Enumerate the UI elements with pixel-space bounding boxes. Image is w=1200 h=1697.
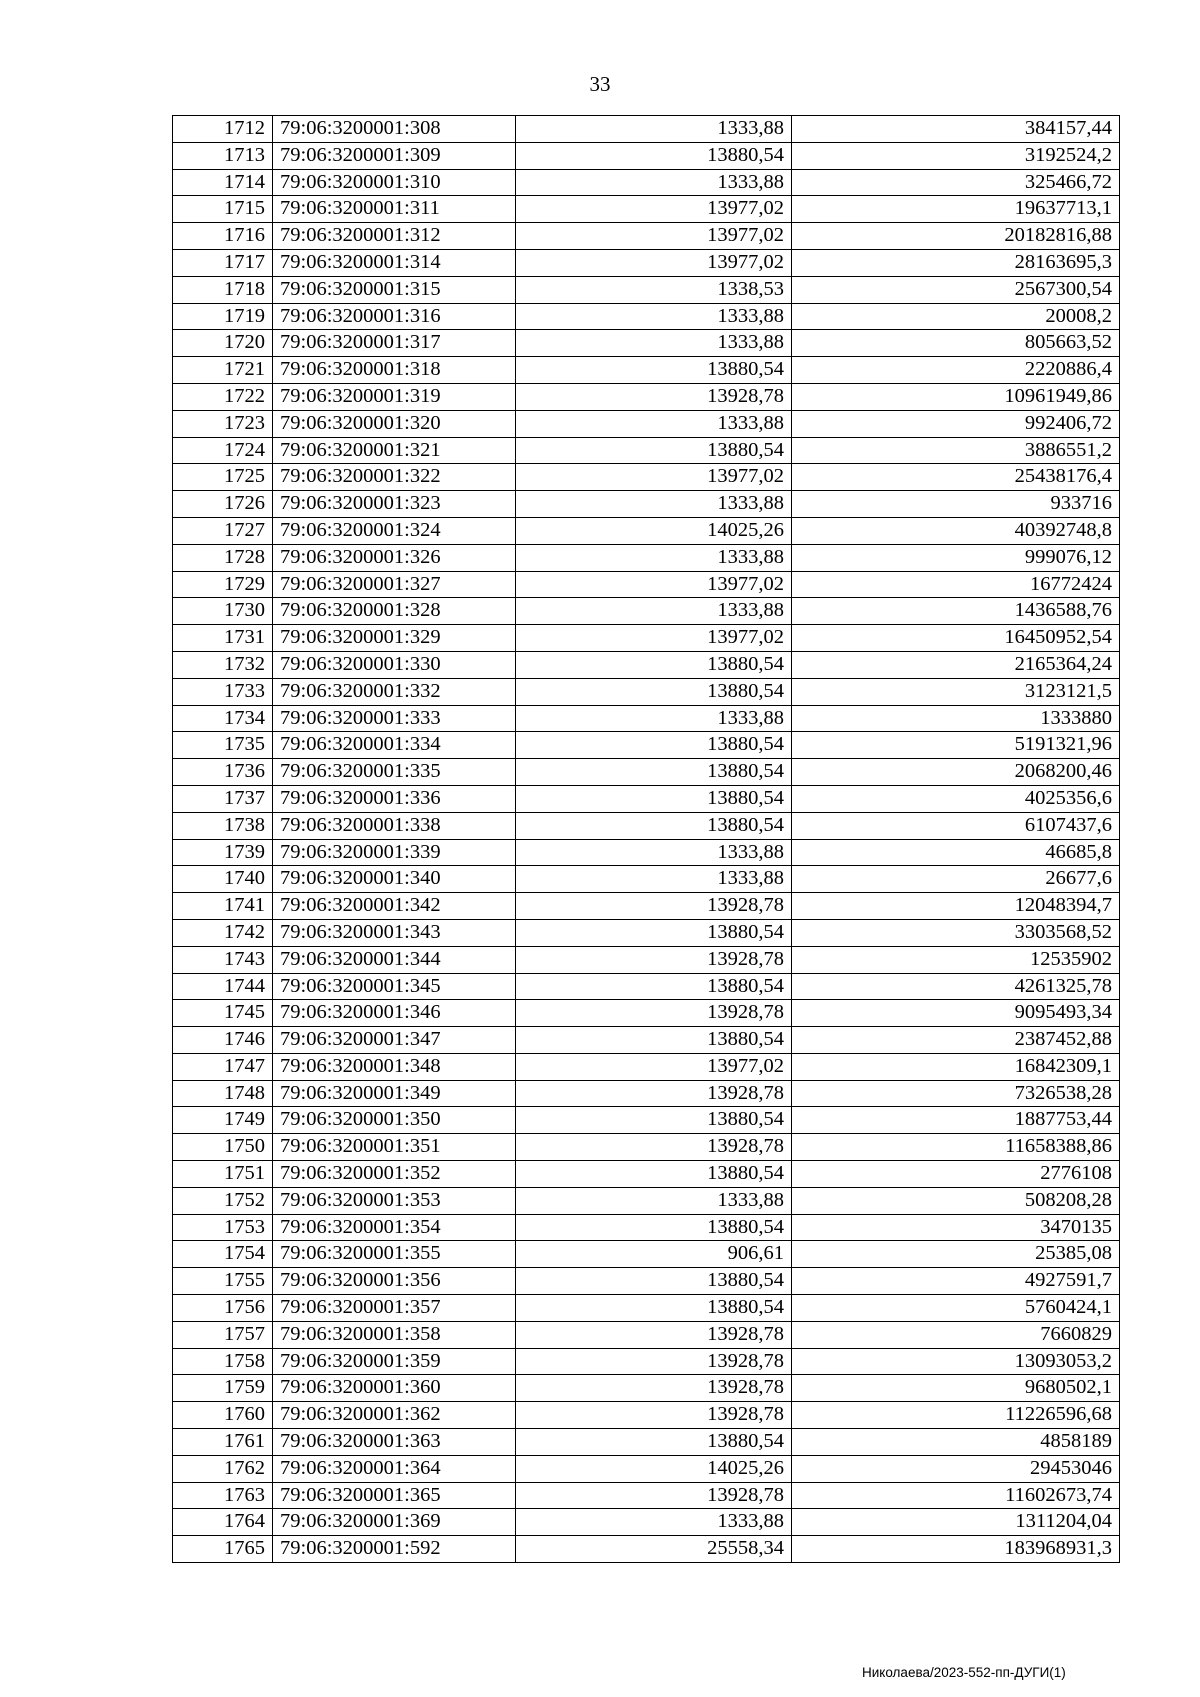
specific-value-cell: 1333,88 [516,169,792,196]
row-number-cell: 1758 [173,1348,273,1375]
specific-value-cell: 13977,02 [516,1053,792,1080]
table-row [173,1348,1120,1375]
cadastral-value-cell: 1311204,04 [792,1509,1120,1536]
row-number-cell: 1724 [173,437,273,464]
row-number-cell: 1714 [173,169,273,196]
specific-value-cell: 13880,54 [516,678,792,705]
cadastral-number-cell: 79:06:3200001:323 [273,491,516,518]
cadastral-number-cell: 79:06:3200001:327 [273,571,516,598]
cadastral-value-cell: 1333880 [792,705,1120,732]
row-number-cell: 1720 [173,330,273,357]
cadastral-number-cell: 79:06:3200001:364 [273,1455,516,1482]
specific-value-cell: 13880,54 [516,1161,792,1188]
cadastral-number-cell: 79:06:3200001:316 [273,303,516,330]
table-row [173,1161,1120,1188]
cadastral-value-cell: 16842309,1 [792,1053,1120,1080]
specific-value-cell: 13880,54 [516,732,792,759]
row-number-cell: 1727 [173,517,273,544]
cadastral-number-cell: 79:06:3200001:349 [273,1080,516,1107]
specific-value-cell: 13928,78 [516,893,792,920]
row-number-cell: 1740 [173,866,273,893]
cadastral-value-cell: 46685,8 [792,839,1120,866]
specific-value-cell: 13880,54 [516,1107,792,1134]
cadastral-value-cell: 25385,08 [792,1241,1120,1268]
cadastral-number-cell: 79:06:3200001:348 [273,1053,516,1080]
cadastral-value-cell: 325466,72 [792,169,1120,196]
table-row [173,1268,1120,1295]
cadastral-value-cell: 3303568,52 [792,919,1120,946]
specific-value-cell: 1333,88 [516,491,792,518]
cadastral-value-cell: 5191321,96 [792,732,1120,759]
cadastral-value-cell: 13093053,2 [792,1348,1120,1375]
cadastral-number-cell: 79:06:3200001:347 [273,1027,516,1054]
specific-value-cell: 13928,78 [516,1080,792,1107]
specific-value-cell: 13928,78 [516,946,792,973]
cadastral-number-cell: 79:06:3200001:312 [273,223,516,250]
cadastral-number-cell: 79:06:3200001:309 [273,142,516,169]
table-row [173,544,1120,571]
cadastral-number-cell: 79:06:3200001:369 [273,1509,516,1536]
cadastral-number-cell: 79:06:3200001:334 [273,732,516,759]
specific-value-cell: 13880,54 [516,142,792,169]
cadastral-value-cell: 11658388,86 [792,1134,1120,1161]
row-number-cell: 1762 [173,1455,273,1482]
cadastral-number-cell: 79:06:3200001:345 [273,973,516,1000]
specific-value-cell: 1338,53 [516,276,792,303]
specific-value-cell: 13928,78 [516,1134,792,1161]
cadastral-value-cell: 4261325,78 [792,973,1120,1000]
row-number-cell: 1736 [173,759,273,786]
row-number-cell: 1741 [173,893,273,920]
cadastral-number-cell: 79:06:3200001:321 [273,437,516,464]
table-row [173,1509,1120,1536]
specific-value-cell: 13977,02 [516,625,792,652]
cadastral-value-cell: 29453046 [792,1455,1120,1482]
row-number-cell: 1715 [173,196,273,223]
row-number-cell: 1752 [173,1187,273,1214]
specific-value-cell: 13928,78 [516,1321,792,1348]
cadastral-value-cell: 4858189 [792,1429,1120,1456]
table-row [173,1321,1120,1348]
cadastral-value-cell: 183968931,3 [792,1536,1120,1563]
cadastral-number-cell: 79:06:3200001:319 [273,383,516,410]
row-number-cell: 1743 [173,946,273,973]
table-row [173,223,1120,250]
specific-value-cell: 13928,78 [516,1402,792,1429]
specific-value-cell: 1333,88 [516,330,792,357]
specific-value-cell: 13880,54 [516,357,792,384]
cadastral-value-cell: 20182816,88 [792,223,1120,250]
cadastral-value-cell: 16450952,54 [792,625,1120,652]
row-number-cell: 1742 [173,919,273,946]
cadastral-value-cell: 1887753,44 [792,1107,1120,1134]
cadastral-value-cell: 2068200,46 [792,759,1120,786]
row-number-cell: 1717 [173,249,273,276]
row-number-cell: 1735 [173,732,273,759]
specific-value-cell: 13928,78 [516,1000,792,1027]
row-number-cell: 1746 [173,1027,273,1054]
cadastral-number-cell: 79:06:3200001:340 [273,866,516,893]
table-row [173,249,1120,276]
table-row [173,1536,1120,1563]
cadastral-number-cell: 79:06:3200001:353 [273,1187,516,1214]
table-row [173,517,1120,544]
cadastral-value-cell: 19637713,1 [792,196,1120,223]
row-number-cell: 1757 [173,1321,273,1348]
row-number-cell: 1718 [173,276,273,303]
row-number-cell: 1728 [173,544,273,571]
table-row [173,330,1120,357]
cadastral-number-cell: 79:06:3200001:346 [273,1000,516,1027]
cadastral-value-cell: 2776108 [792,1161,1120,1188]
table-row [173,866,1120,893]
cadastral-value-cell: 11602673,74 [792,1482,1120,1509]
cadastral-value-cell: 10961949,86 [792,383,1120,410]
table-row [173,1402,1120,1429]
table-row [173,1214,1120,1241]
specific-value-cell: 13880,54 [516,812,792,839]
table-row [173,1000,1120,1027]
cadastral-value-cell: 508208,28 [792,1187,1120,1214]
table-body [173,116,1120,1563]
table-row [173,571,1120,598]
cadastral-number-cell: 79:06:3200001:315 [273,276,516,303]
row-number-cell: 1729 [173,571,273,598]
row-number-cell: 1759 [173,1375,273,1402]
specific-value-cell: 13977,02 [516,196,792,223]
cadastral-value-cell: 20008,2 [792,303,1120,330]
specific-value-cell: 13880,54 [516,1429,792,1456]
cadastral-number-cell: 79:06:3200001:354 [273,1214,516,1241]
cadastral-value-table [172,115,1120,1563]
specific-value-cell: 1333,88 [516,1187,792,1214]
specific-value-cell: 1333,88 [516,839,792,866]
specific-value-cell: 1333,88 [516,598,792,625]
row-number-cell: 1713 [173,142,273,169]
cadastral-number-cell: 79:06:3200001:322 [273,464,516,491]
cadastral-number-cell: 79:06:3200001:324 [273,517,516,544]
row-number-cell: 1763 [173,1482,273,1509]
cadastral-number-cell: 79:06:3200001:310 [273,169,516,196]
row-number-cell: 1731 [173,625,273,652]
cadastral-number-cell: 79:06:3200001:357 [273,1295,516,1322]
specific-value-cell: 13880,54 [516,1268,792,1295]
row-number-cell: 1734 [173,705,273,732]
table-row [173,357,1120,384]
row-number-cell: 1730 [173,598,273,625]
row-number-cell: 1745 [173,1000,273,1027]
specific-value-cell: 13880,54 [516,437,792,464]
table-row [173,464,1120,491]
specific-value-cell: 13880,54 [516,919,792,946]
row-number-cell: 1747 [173,1053,273,1080]
table-row [173,196,1120,223]
cadastral-number-cell: 79:06:3200001:359 [273,1348,516,1375]
table-row [173,142,1120,169]
cadastral-number-cell: 79:06:3200001:320 [273,410,516,437]
specific-value-cell: 1333,88 [516,866,792,893]
cadastral-number-cell: 79:06:3200001:592 [273,1536,516,1563]
cadastral-number-cell: 79:06:3200001:352 [273,1161,516,1188]
row-number-cell: 1732 [173,651,273,678]
specific-value-cell: 13880,54 [516,651,792,678]
table-row [173,705,1120,732]
specific-value-cell: 25558,34 [516,1536,792,1563]
cadastral-value-cell: 2567300,54 [792,276,1120,303]
cadastral-number-cell: 79:06:3200001:360 [273,1375,516,1402]
cadastral-value-cell: 3192524,2 [792,142,1120,169]
cadastral-value-cell: 4025356,6 [792,785,1120,812]
cadastral-number-cell: 79:06:3200001:358 [273,1321,516,1348]
row-number-cell: 1721 [173,357,273,384]
table-row [173,812,1120,839]
table-row [173,651,1120,678]
cadastral-number-cell: 79:06:3200001:351 [273,1134,516,1161]
table-row [173,946,1120,973]
cadastral-number-cell: 79:06:3200001:317 [273,330,516,357]
table-row [173,303,1120,330]
row-number-cell: 1761 [173,1429,273,1456]
table-row [173,1053,1120,1080]
cadastral-value-cell: 2165364,24 [792,651,1120,678]
cadastral-number-cell: 79:06:3200001:314 [273,249,516,276]
specific-value-cell: 1333,88 [516,410,792,437]
table-row [173,678,1120,705]
row-number-cell: 1723 [173,410,273,437]
cadastral-number-cell: 79:06:3200001:338 [273,812,516,839]
specific-value-cell: 13928,78 [516,1482,792,1509]
cadastral-value-cell: 805663,52 [792,330,1120,357]
cadastral-number-cell: 79:06:3200001:328 [273,598,516,625]
table-row [173,169,1120,196]
cadastral-number-cell: 79:06:3200001:355 [273,1241,516,1268]
row-number-cell: 1751 [173,1161,273,1188]
specific-value-cell: 13977,02 [516,571,792,598]
row-number-cell: 1754 [173,1241,273,1268]
cadastral-value-cell: 1436588,76 [792,598,1120,625]
cadastral-value-cell: 28163695,3 [792,249,1120,276]
cadastral-number-cell: 79:06:3200001:311 [273,196,516,223]
row-number-cell: 1755 [173,1268,273,1295]
cadastral-value-cell: 25438176,4 [792,464,1120,491]
cadastral-value-cell: 992406,72 [792,410,1120,437]
specific-value-cell: 13928,78 [516,1375,792,1402]
specific-value-cell: 1333,88 [516,116,792,143]
cadastral-number-cell: 79:06:3200001:344 [273,946,516,973]
cadastral-value-cell: 999076,12 [792,544,1120,571]
cadastral-value-cell: 11226596,68 [792,1402,1120,1429]
row-number-cell: 1712 [173,116,273,143]
cadastral-value-cell: 5760424,1 [792,1295,1120,1322]
table-row [173,1187,1120,1214]
cadastral-value-cell: 12535902 [792,946,1120,973]
cadastral-value-cell: 16772424 [792,571,1120,598]
specific-value-cell: 1333,88 [516,705,792,732]
cadastral-value-cell: 2220886,4 [792,357,1120,384]
table-row [173,893,1120,920]
specific-value-cell: 14025,26 [516,517,792,544]
cadastral-number-cell: 79:06:3200001:362 [273,1402,516,1429]
cadastral-value-cell: 7326538,28 [792,1080,1120,1107]
cadastral-value-cell: 3886551,2 [792,437,1120,464]
table-row [173,1241,1120,1268]
table-row [173,491,1120,518]
specific-value-cell: 1333,88 [516,1509,792,1536]
specific-value-cell: 13880,54 [516,1027,792,1054]
row-number-cell: 1726 [173,491,273,518]
cadastral-number-cell: 79:06:3200001:336 [273,785,516,812]
table-row [173,1429,1120,1456]
row-number-cell: 1760 [173,1402,273,1429]
cadastral-value-cell: 933716 [792,491,1120,518]
cadastral-value-cell: 4927591,7 [792,1268,1120,1295]
specific-value-cell: 13880,54 [516,973,792,1000]
cadastral-value-cell: 7660829 [792,1321,1120,1348]
cadastral-number-cell: 79:06:3200001:330 [273,651,516,678]
specific-value-cell: 13880,54 [516,1295,792,1322]
row-number-cell: 1748 [173,1080,273,1107]
cadastral-number-cell: 79:06:3200001:342 [273,893,516,920]
cadastral-value-cell: 6107437,6 [792,812,1120,839]
cadastral-number-cell: 79:06:3200001:343 [273,919,516,946]
row-number-cell: 1765 [173,1536,273,1563]
row-number-cell: 1764 [173,1509,273,1536]
table-row [173,410,1120,437]
cadastral-number-cell: 79:06:3200001:329 [273,625,516,652]
specific-value-cell: 13977,02 [516,464,792,491]
cadastral-value-cell: 9680502,1 [792,1375,1120,1402]
table-row [173,383,1120,410]
specific-value-cell: 13880,54 [516,759,792,786]
cadastral-value-cell: 3470135 [792,1214,1120,1241]
table-row [173,785,1120,812]
cadastral-number-cell: 79:06:3200001:326 [273,544,516,571]
table-row [173,625,1120,652]
specific-value-cell: 13880,54 [516,1214,792,1241]
document-footer-id: Николаева/2023-552-пп-ДУГИ(1) [862,1665,1066,1680]
table-row [173,437,1120,464]
row-number-cell: 1744 [173,973,273,1000]
specific-value-cell: 13928,78 [516,1348,792,1375]
table-row [173,1482,1120,1509]
specific-value-cell: 13880,54 [516,785,792,812]
table-row [173,1134,1120,1161]
cadastral-number-cell: 79:06:3200001:332 [273,678,516,705]
cadastral-value-cell: 26677,6 [792,866,1120,893]
table-row [173,1455,1120,1482]
cadastral-number-cell: 79:06:3200001:350 [273,1107,516,1134]
cadastral-number-cell: 79:06:3200001:339 [273,839,516,866]
table-row [173,598,1120,625]
table-row [173,1107,1120,1134]
cadastral-value-cell: 384157,44 [792,116,1120,143]
cadastral-value-cell: 12048394,7 [792,893,1120,920]
cadastral-number-cell: 79:06:3200001:308 [273,116,516,143]
cadastral-number-cell: 79:06:3200001:318 [273,357,516,384]
row-number-cell: 1716 [173,223,273,250]
table-row [173,116,1120,143]
cadastral-number-cell: 79:06:3200001:335 [273,759,516,786]
cadastral-value-cell: 9095493,34 [792,1000,1120,1027]
row-number-cell: 1719 [173,303,273,330]
row-number-cell: 1739 [173,839,273,866]
specific-value-cell: 13977,02 [516,223,792,250]
table-row [173,1375,1120,1402]
cadastral-number-cell: 79:06:3200001:333 [273,705,516,732]
specific-value-cell: 1333,88 [516,303,792,330]
table-row [173,973,1120,1000]
table-row [173,759,1120,786]
table-row [173,732,1120,759]
table-row [173,1295,1120,1322]
specific-value-cell: 14025,26 [516,1455,792,1482]
table-row [173,919,1120,946]
row-number-cell: 1756 [173,1295,273,1322]
specific-value-cell: 13977,02 [516,249,792,276]
cadastral-number-cell: 79:06:3200001:356 [273,1268,516,1295]
table-row [173,839,1120,866]
row-number-cell: 1733 [173,678,273,705]
row-number-cell: 1749 [173,1107,273,1134]
page-number: 33 [589,72,611,96]
cadastral-value-cell: 2387452,88 [792,1027,1120,1054]
table-row [173,1027,1120,1054]
row-number-cell: 1750 [173,1134,273,1161]
specific-value-cell: 1333,88 [516,544,792,571]
table-row [173,276,1120,303]
cadastral-number-cell: 79:06:3200001:365 [273,1482,516,1509]
row-number-cell: 1738 [173,812,273,839]
cadastral-value-cell: 40392748,8 [792,517,1120,544]
cadastral-value-cell: 3123121,5 [792,678,1120,705]
specific-value-cell: 13928,78 [516,383,792,410]
row-number-cell: 1737 [173,785,273,812]
table-row [173,1080,1120,1107]
cadastral-number-cell: 79:06:3200001:363 [273,1429,516,1456]
specific-value-cell: 906,61 [516,1241,792,1268]
row-number-cell: 1725 [173,464,273,491]
row-number-cell: 1722 [173,383,273,410]
row-number-cell: 1753 [173,1214,273,1241]
